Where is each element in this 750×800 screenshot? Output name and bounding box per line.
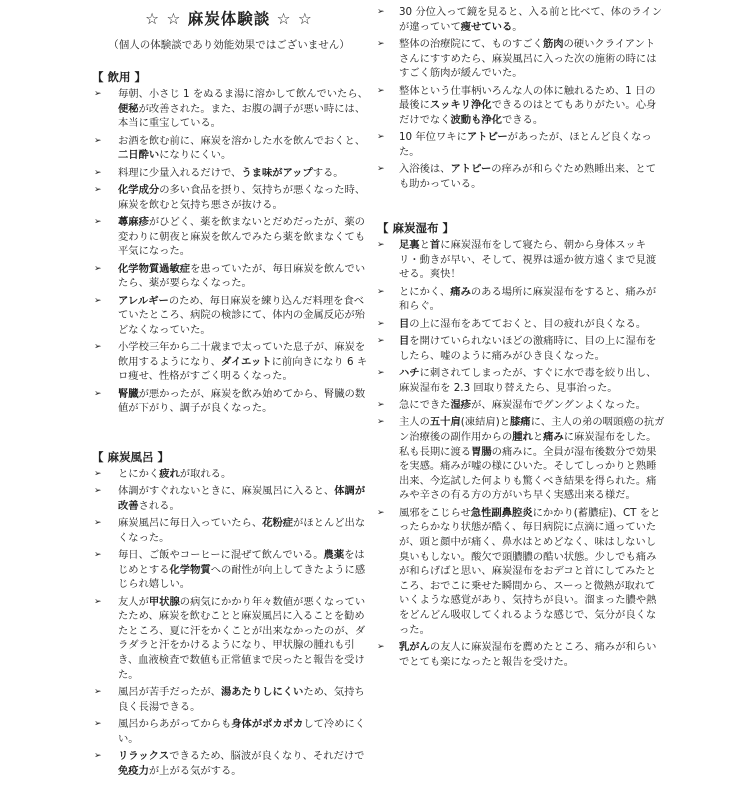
item-text: が悪かったが、麻炭を飲み始めてから、腎臓の数値が下がり、調子が良くなった。 [118, 387, 366, 415]
item-text: に麻炭湿布をした。私も長期に渡る [399, 431, 657, 458]
item-text: とにかく、 [399, 285, 451, 298]
emphasis-text: 目 [399, 317, 410, 330]
item-text: の上に湿布をあてておくと、目の疲れが良くなる。 [409, 317, 647, 330]
arrow-bullet-icon: ➢ [94, 388, 102, 399]
arrow-bullet-icon: ➢ [94, 135, 102, 146]
emphasis-text: 化学物質過敏症 [118, 262, 191, 275]
item-text: 急にできた [399, 399, 451, 412]
emphasis-text: 疲れ [159, 467, 180, 480]
item-text: ため、気持ち良く長湯できる。 [118, 685, 365, 713]
item-text: への耐性が向上してきたように感じられ嬉しい。 [118, 563, 366, 591]
item-text: がひどく、薬を飲まないとだめだったが、薬の変わりに朝夜と麻炭を飲んでみたら薬を飲まなくても平気になった。 [118, 215, 366, 258]
emphasis-text: 体調が改善 [118, 485, 366, 512]
list-item [90, 548, 368, 592]
emphasis-text: 湯あたりしにくい [220, 685, 304, 698]
right-column [375, 5, 665, 672]
arrow-bullet-icon: ➢ [377, 417, 385, 428]
item-text: の多い食品を摂り、気持ちが悪くなった時、麻炭を飲むと気持ち悪さが抜ける。 [118, 183, 366, 211]
emphasis-text: ダイエット [220, 355, 272, 368]
section-heading-bath: 【 麻炭風呂 】 [92, 449, 170, 464]
emphasis-text: 化学物質 [169, 563, 211, 576]
arrow-bullet-icon: ➢ [377, 7, 385, 17]
item-text: 風呂からあがってからも [118, 717, 232, 730]
list-item [375, 130, 665, 159]
section-heading-drinking: 【 飲用 】 [92, 70, 147, 84]
item-text: 友人が [118, 595, 149, 608]
item-text: の硬いクライアントさんにすすめたら、麻炭風呂に入った次の施術の時にはすごく筋肉が緩んでいた。 [399, 37, 657, 80]
list-item [90, 183, 368, 212]
arrow-bullet-icon: ➢ [377, 132, 385, 143]
arrow-bullet-icon: ➢ [377, 336, 385, 347]
list-item [90, 595, 368, 683]
item-text: 毎日、ご飯やコーヒーに混ぜて飲んでいる。 [118, 549, 324, 561]
item-text: があったが、ほとんど良くなった。 [399, 131, 652, 158]
item-text: が上がる気がする。 [148, 764, 242, 777]
item-text: 整体という仕事柄いろんな人の体に触れるため、1 日の最後に [399, 84, 656, 112]
item-text: が取れる。 [179, 467, 232, 480]
arrow-bullet-icon: ➢ [94, 550, 102, 560]
item-text: 麻炭風呂に毎日入っていたら、 [118, 517, 263, 530]
emphasis-text: 腎臓 [118, 387, 139, 400]
emphasis-text: 身体がポカポカ [231, 717, 304, 730]
list-item [375, 5, 665, 34]
emphasis-text: 農薬 [323, 549, 345, 561]
emphasis-text: スッキリ浄化 [429, 99, 492, 112]
emphasis-text: 波動も浄化 [450, 113, 502, 126]
list-item [90, 340, 368, 384]
list-item [375, 285, 665, 314]
emphasis-text: 二日酔い [118, 149, 160, 162]
emphasis-text: 急性副鼻腔炎 [470, 506, 533, 519]
item-text: お酒を飲む前に、麻炭を溶かした水を飲んでおくと、 [118, 134, 366, 147]
item-text: できるため、脳波が良くなり、それだけで [169, 749, 365, 762]
arrow-bullet-icon: ➢ [94, 686, 102, 697]
list-item [375, 398, 665, 413]
emphasis-text: 免疫力 [118, 764, 149, 777]
item-text: が改善された。また、お腹の調子が悪い時には、本当に重宝している。 [118, 102, 366, 130]
list-item [90, 516, 368, 545]
emphasis-text: 胃腸 [471, 445, 492, 458]
arrow-bullet-icon: ➢ [94, 342, 102, 353]
arrow-bullet-icon: ➢ [94, 167, 102, 178]
item-text: 風邪をこじらせ [399, 506, 471, 519]
list-item [90, 87, 368, 131]
arrow-bullet-icon: ➢ [377, 85, 385, 96]
list-item [90, 215, 368, 259]
item-text: のため、毎日麻炭を練り込んだ料理を食べていたところ、病院の検診にて、体内の金属反応が殆どなくなっていた。 [118, 294, 365, 336]
arrow-bullet-icon: ➢ [94, 718, 102, 729]
emphasis-text: リラックス [118, 749, 170, 762]
item-text: される。 [138, 499, 180, 512]
item-text: が、麻炭湿布でグングンよくなった。 [471, 399, 646, 412]
section-heading-compress: 【 麻炭湿布 】 [377, 221, 455, 236]
item-text: に前向きになり 6 キロ痩せ、性格がすごく明るくなった。 [118, 355, 368, 383]
list-item [375, 162, 665, 191]
emphasis-text: 痛み [450, 285, 471, 298]
item-text: 10 年位ワキに [399, 131, 467, 144]
arrow-bullet-icon: ➢ [377, 38, 385, 49]
bath-list-continued [375, 5, 665, 191]
item-text: 入浴後は、 [399, 163, 451, 176]
arrow-bullet-icon: ➢ [377, 400, 385, 411]
arrow-bullet-icon: ➢ [377, 164, 385, 175]
list-item [90, 484, 368, 513]
emphasis-text: 首 [429, 239, 441, 252]
item-text: できるのはとてもありがたい。心身だけでなく [399, 99, 657, 126]
arrow-bullet-icon: ➢ [94, 468, 102, 479]
item-text: 体調がすぐれないときに、麻炭風呂に入ると、 [118, 485, 335, 498]
item-text: がほとんど出なくなった。 [118, 517, 366, 544]
item-text: 。 [512, 20, 523, 33]
item-text: 毎朝、小さじ 1 をぬるま湯に溶かして飲んでいたら、 [118, 88, 368, 100]
emphasis-text: 湿疹 [450, 399, 472, 412]
arrow-bullet-icon: ➢ [94, 750, 102, 761]
item-text: 整体の治療院にて、ものすごく [399, 37, 543, 50]
emphasis-text: 筋肉 [542, 37, 564, 50]
emphasis-text: うま味がアップ [241, 166, 313, 179]
arrow-bullet-icon: ➢ [94, 295, 102, 306]
item-text: の痒みが和らぐため熟睡出来、とても助かっている。 [399, 163, 657, 190]
item-text: に麻炭湿布をして寝たら、朝から身体スッキリ・動きが早い、そして、視界は遥か彼方遠くまで見渡せる。爽快！ [399, 239, 657, 281]
list-item [375, 506, 665, 637]
list-item [375, 238, 665, 282]
bath-list [90, 467, 368, 778]
list-item [90, 294, 368, 338]
arrow-bullet-icon: ➢ [377, 507, 385, 518]
item-text: して冷めにくい。 [118, 717, 366, 745]
emphasis-text: 膝痛 [510, 416, 531, 429]
left-column [90, 0, 368, 781]
item-text: のある場所に麻炭湿布をすると、痛みが和らぐ。 [399, 285, 657, 313]
arrow-bullet-icon: ➢ [377, 318, 385, 329]
list-item [90, 166, 368, 181]
emphasis-text: 痩せている [460, 20, 513, 33]
arrow-bullet-icon: ➢ [377, 286, 385, 297]
item-text: と [419, 239, 430, 252]
arrow-bullet-icon: ➢ [94, 216, 102, 227]
item-text: をはじめとする [118, 549, 365, 576]
arrow-bullet-icon: ➢ [377, 240, 385, 251]
item-text: を開けていられないほどの激痛時に、目の上に湿布をしたら、嘘のように痛みがひき良くなった。 [399, 335, 657, 362]
item-text: にかかり(蓄膿症)、CT をとったらかなり状態が酷く、毎日病院に点滴に通っていたが、頭と顔中が痛く、鼻水はとめどなく、味はしないし臭いもしない。酸欠で頭膿膿の酷い状態。少しでも痛みが和らげばと思い、麻炭湿布をおデコと首にしてみたところ、おでこに乗せた瞬間から、スーっと微熱が取れていくような感覚があり、気持ちが良い。溜まった膿や熱をどんどん吸収してくれるような感じで、気分が良くなった。 [399, 506, 661, 636]
emphasis-text: 五十肩 [429, 416, 461, 429]
item-text: とにかく [118, 467, 160, 480]
list-item [375, 640, 665, 669]
item-text: を患っていたが、毎日麻炭を飲んでいたら、薬が要らなくなった。 [118, 262, 366, 290]
emphasis-text: 便秘 [118, 102, 139, 115]
item-text: に刺されてしまったが、すぐに水で毒を絞り出し、麻炭湿布を 2.3 回取り替えたら、見事治った。 [399, 367, 657, 394]
emphasis-text: 目 [399, 335, 410, 348]
emphasis-text: 痛み [543, 431, 564, 444]
arrow-bullet-icon: ➢ [94, 184, 102, 195]
page-title: ☆ ☆ 麻炭体験談 ☆ ☆ [145, 10, 313, 28]
emphasis-text: 花粉症 [262, 517, 294, 530]
item-text: できる。 [501, 113, 544, 126]
list-item [375, 334, 665, 363]
list-item [90, 685, 368, 714]
list-item [90, 467, 368, 482]
item-text: の友人に麻炭湿布を薦めたところ、痛みが和らいでとても楽になったと報告を受けた。 [399, 640, 657, 668]
emphasis-text: 蕁麻疹 [118, 215, 149, 228]
item-text: 30 分位入って鏡を見ると、入る前と比べて、体のラインが違っていて [399, 6, 662, 33]
list-item [375, 415, 665, 503]
item-text: に、主人の弟の咽頭癌の抗ガン治療後の副作用からの [399, 416, 665, 444]
arrow-bullet-icon: ➢ [377, 368, 385, 379]
emphasis-text: 腫れ [512, 431, 533, 444]
list-item [90, 262, 368, 291]
arrow-bullet-icon: ➢ [94, 596, 102, 607]
list-item [90, 134, 368, 163]
arrow-bullet-icon: ➢ [94, 518, 102, 529]
emphasis-text: アレルギー [118, 294, 169, 307]
list-item [375, 84, 665, 128]
drinking-list [90, 87, 368, 416]
arrow-bullet-icon: ➢ [94, 486, 102, 497]
item-text: の痛みに。全員が湿布後数分で効果を実感。痛みが嘘の様にひいた。そしてしっかりと熟睡出来、今迄試した何よりも驚くべき結果を得られた。痛みや辛さの有る方の方がいち早く実感出来る様だ。 [399, 445, 657, 502]
emphasis-text: 化学成分 [118, 183, 160, 196]
emphasis-text: アトピー [466, 131, 508, 144]
list-item [375, 366, 665, 395]
item-text: 料理に少量入れるだけで、 [118, 166, 242, 179]
item-text: と [532, 431, 544, 444]
item-text: の病気にかかり年々数値が悪くなっていたため、麻炭を飲むことと麻炭風呂に入ることを勧めたところ、夏に汗をかくことが出来なかったのが、ダラダラと汗をかけるようになり、甲状腺の腫れも引き、血液検査で数値も正常値まで戻ったと報告を受けた。 [118, 595, 366, 681]
list-item [90, 749, 368, 778]
item-text: 風呂が苦手だったが、 [118, 685, 221, 698]
arrow-bullet-icon: ➢ [94, 89, 102, 99]
list-item [90, 717, 368, 746]
arrow-bullet-icon: ➢ [377, 641, 385, 652]
item-text: (凍結肩)と [460, 416, 511, 429]
item-text: になりにくい。 [159, 149, 232, 162]
disclaimer: （個人の体験談であり効能効果ではございません） [108, 39, 350, 51]
list-item [375, 37, 665, 81]
emphasis-text: アトピー [450, 163, 492, 176]
emphasis-text: ハチ [399, 367, 420, 380]
emphasis-text: 甲状腺 [148, 595, 180, 608]
list-item [375, 317, 665, 332]
item-text: 主人の [399, 416, 430, 429]
list-item [90, 387, 368, 416]
item-text: する。 [312, 166, 344, 179]
item-text: 小学校三年から二十歳まで太っていた息子が、麻炭を飲用するようになり、 [118, 341, 366, 368]
arrow-bullet-icon: ➢ [94, 263, 102, 274]
emphasis-text: 乳がん [399, 640, 430, 653]
emphasis-text: 足裏 [399, 239, 420, 252]
compress-list [375, 238, 665, 669]
